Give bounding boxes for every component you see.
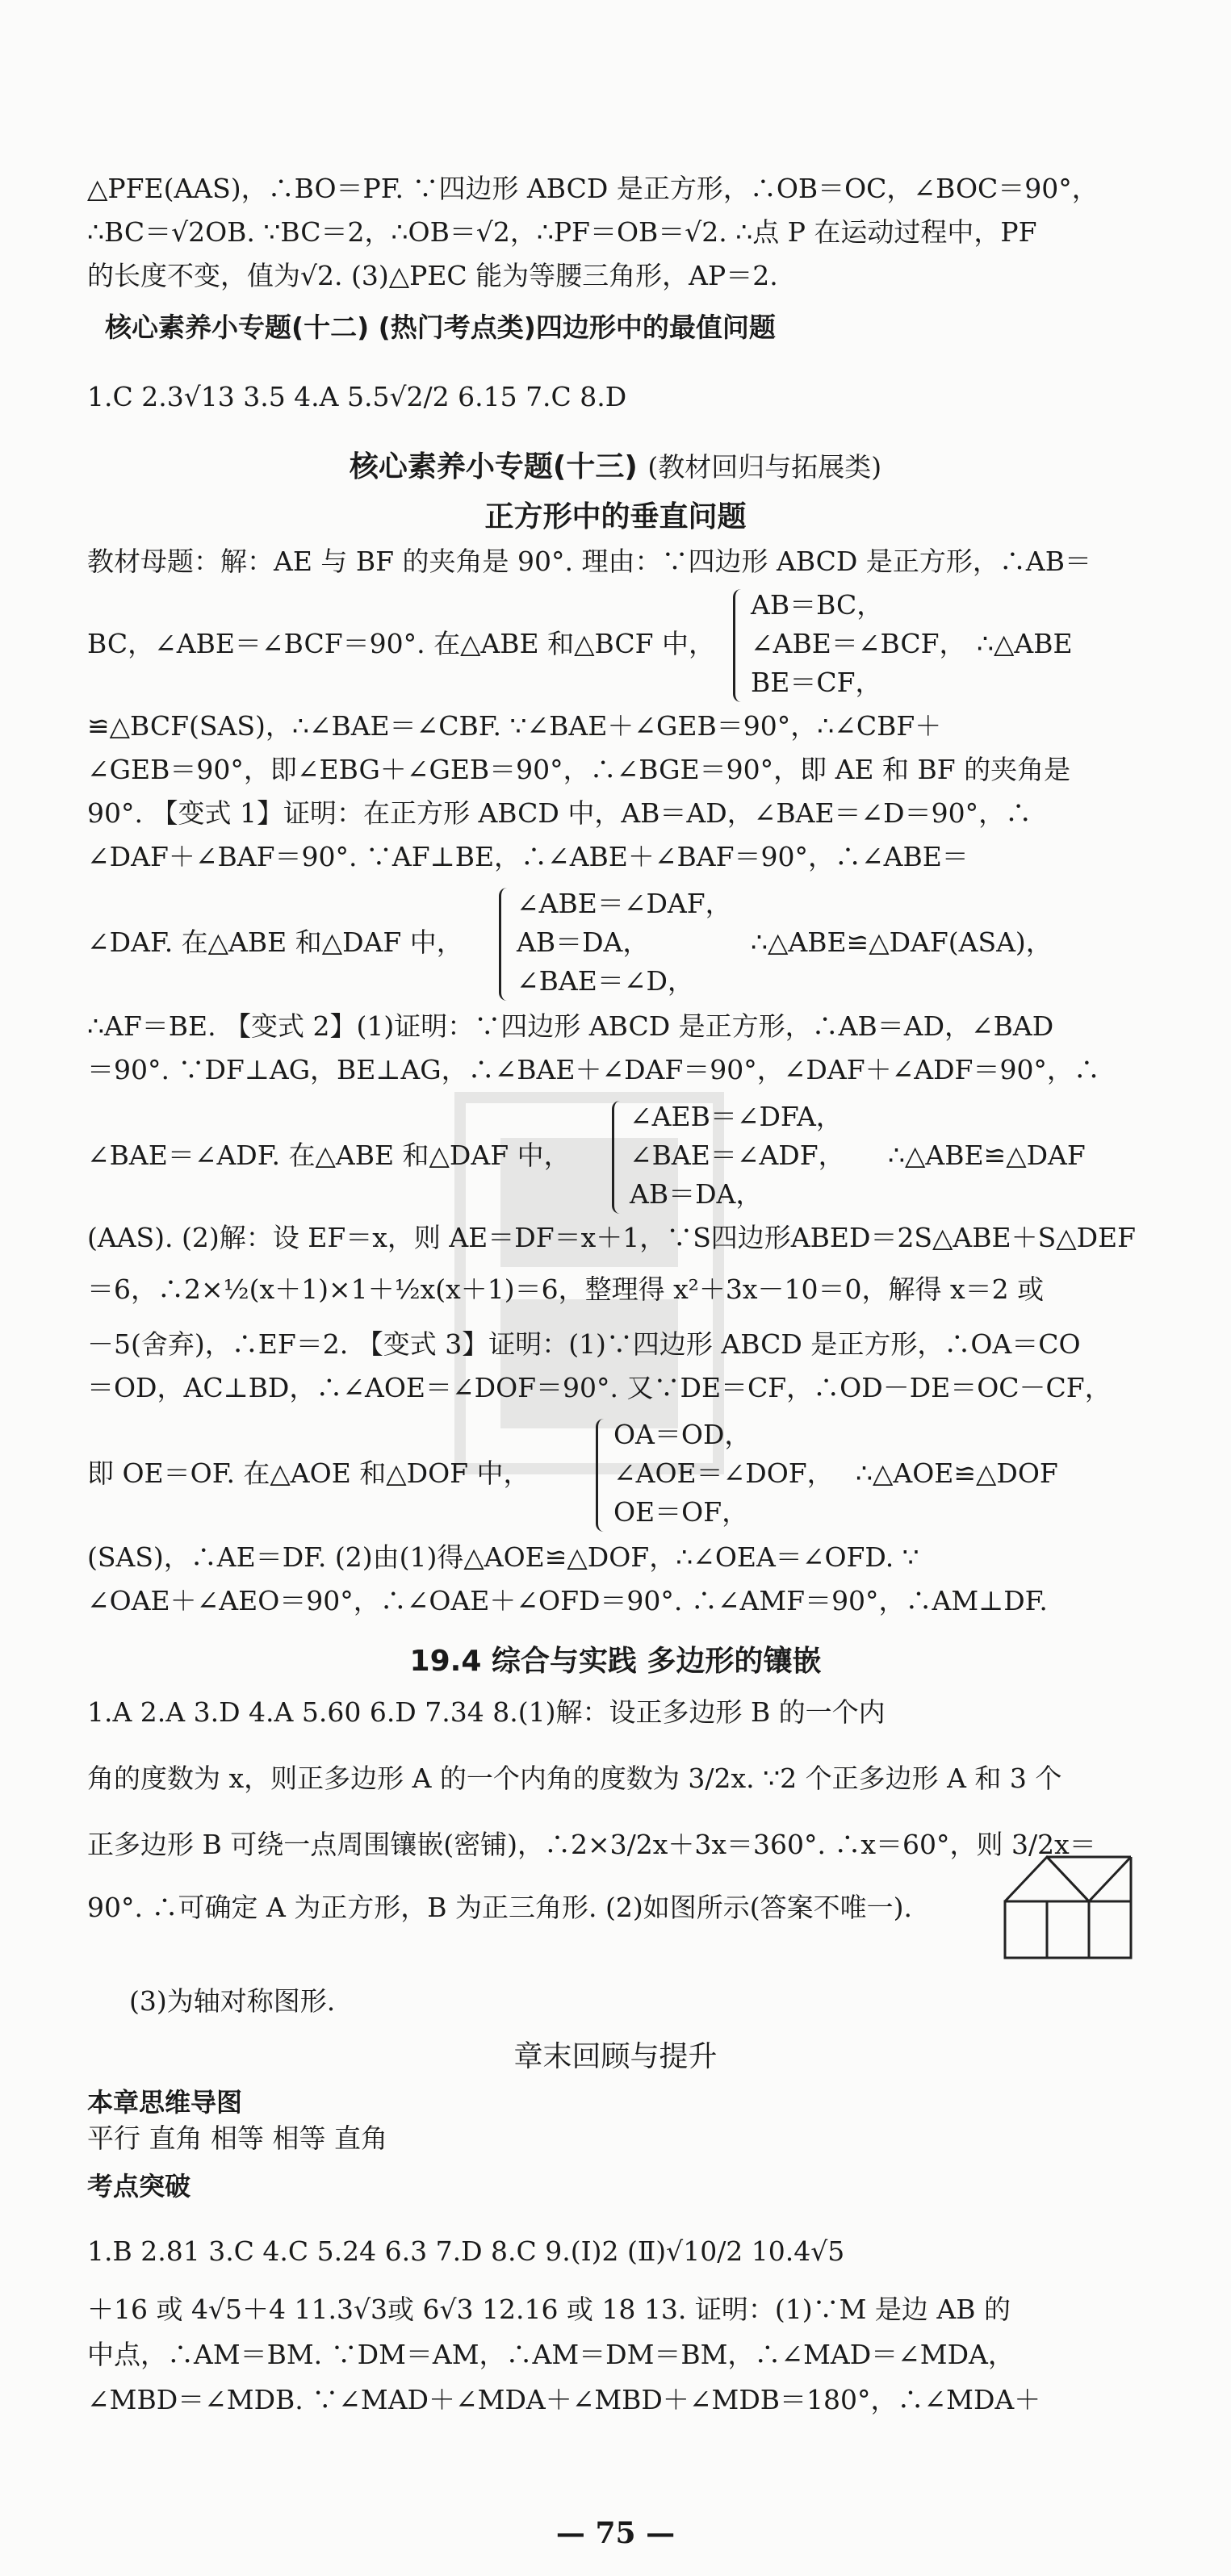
brace-system-2: [517, 884, 732, 1001]
text-line: 正多边形 B 可绕一点周围镶嵌(密铺)，∴2×3/2x＋3x＝360°. ∴x＝60°，则 3/2x＝: [87, 1829, 1096, 1860]
brace-line: AB＝DA，: [630, 1178, 763, 1210]
brace-line: ∠BAE＝∠ADF，: [630, 1140, 845, 1171]
brace-line: ∠ABE＝∠BCF，: [751, 628, 966, 659]
text-line: 中点，∴AM＝BM. ∵DM＝AM，∴AM＝DM＝BM，∴∠MAD＝∠MDA，: [87, 2339, 1015, 2370]
text-line: △PFE(AAS)，∴BO＝PF. ∵四边形 ABCD 是正方形，∴OB＝OC，∠BOC＝90°，: [87, 173, 1099, 204]
heading-13-note: (教材回归与拓展类): [647, 451, 882, 483]
text-line: 角的度数为 x，则正多边形 A 的一个内角的度数为 3/2x. ∵2 个正多边形 A 和 3 个: [87, 1763, 1062, 1794]
text-line: 1.A 2.A 3.D 4.A 5.60 6.D 7.34 8.(1)解：设正多边形 B 的一个内: [87, 1696, 886, 1728]
brace-line: ∠ABE＝∠DAF，: [517, 888, 732, 919]
chapter-review-heading: 章末回顾与提升: [513, 2040, 718, 2073]
text-line: ∴AF＝BE. 【变式 2】(1)证明：∵四边形 ABCD 是正方形，∴AB＝AD，∠BAD: [87, 1010, 1054, 1042]
text-line: (3)为轴对称图形.: [129, 1985, 336, 2017]
text-line: ∴△ABE: [977, 628, 1073, 659]
brace-system-4: [613, 1416, 834, 1532]
text-line: ∠DAF＋∠BAF＝90°. ∵AF⊥BE，∴∠ABE＋∠BAF＝90°，∴∠ABE＝: [87, 841, 969, 872]
section-heading-13: [0, 444, 1231, 485]
text-line: ∴△ABE≌△DAF: [888, 1140, 1086, 1171]
text-line: ＝OD，AC⊥BD，∴∠AOE＝∠DOF＝90°. 又∵DE＝CF，∴OD－DE＝OC－CF，: [87, 1372, 1112, 1403]
section-subheading-13: 正方形中的垂直问题: [484, 500, 747, 533]
text-line: －5(舍弃)，∴EF＝2. 【变式 3】证明：(1)∵四边形 ABCD 是正方形，∴OA＝CO: [87, 1328, 1081, 1360]
brace-system-1: [751, 586, 965, 702]
text-line: ＝6，∴2×½(x＋1)×1＋½x(x＋1)＝6，整理得 x²＋3x－10＝0，解得 x＝2 或: [87, 1273, 1045, 1305]
brace-line: OE＝OF，: [613, 1496, 749, 1528]
text-line: ∠DAF. 在△ABE 和△DAF 中，: [87, 926, 463, 958]
brace-line: OA＝OD，: [613, 1419, 752, 1450]
text-line: 90°. 【变式 1】证明：在正方形 ABCD 中，AB＝AD，∠BAE＝∠D＝90°，∴: [87, 797, 1032, 829]
text-line: ∴△ABE≌△DAF(ASA)，: [751, 926, 1053, 958]
text-line: ∴BC＝√2OB. ∵BC＝2，∴OB＝√2，∴PF＝OB＝√2. ∴点 P 在运动过程中，PF: [87, 216, 1037, 248]
brace-line: ∠BAE＝∠D，: [517, 965, 694, 997]
brace-line: AB＝BC，: [751, 589, 884, 621]
text-line: 教材母题：解：AE 与 BF 的夹角是 90°. 理由：∵四边形 ABCD 是正方形，∴AB＝: [87, 546, 1091, 577]
text-line: (SAS)，∴AE＝DF. (2)由(1)得△AOE≌△DOF，∴∠OEA＝∠OFD. ∵: [87, 1541, 919, 1573]
text-line: ∠BAE＝∠ADF. 在△ABE 和△DAF 中，: [87, 1140, 571, 1171]
brace-line: AB＝DA，: [517, 926, 650, 958]
section-heading-19-4: 19.4 综合与实践 多边形的镶嵌: [409, 1645, 822, 1678]
brace-line: BE＝CF，: [751, 667, 882, 698]
text-line: ≌△BCF(SAS)，∴∠BAE＝∠CBF. ∵∠BAE＋∠GEB＝90°，∴∠CBF＋: [87, 710, 942, 742]
section-heading-12: 核心素养小专题(十二) (热门考点类)四边形中的最值问题: [105, 312, 776, 343]
page-number: — 75 —: [555, 2516, 676, 2550]
mind-map-title: 本章思维导图: [87, 2087, 243, 2118]
text-line: 即 OE＝OF. 在△AOE 和△DOF 中，: [87, 1457, 530, 1489]
mind-map-answers: 平行 直角 相等 相等 直角: [87, 2122, 387, 2154]
text-line: (AAS). (2)解：设 EF＝x，则 AE＝DF＝x＋1，∵S四边形ABED＝2S△ABE＋S△DEF: [87, 1222, 1137, 1253]
brace-line: ∠AOE＝∠DOF，: [613, 1457, 834, 1489]
brace-system-3: [630, 1098, 845, 1214]
heading-13-title: 核心素养小专题(十三): [349, 450, 638, 483]
text-line: 的长度不变，值为√2. (3)△PEC 能为等腰三角形，AP＝2.: [87, 260, 778, 291]
text-line: ∴△AOE≌△DOF: [856, 1457, 1058, 1489]
text-line: ∠GEB＝90°，即∠EBG＋∠GEB＝90°，∴∠BGE＝90°，即 AE 和 BF 的夹角是: [87, 754, 1071, 785]
text-line: BC，∠ABE＝∠BCF＝90°. 在△ABE 和△BCF 中，: [87, 628, 715, 659]
text-line: ＋16 或 4√5＋4 11.3√3或 6√3 12.16 或 18 13. 证明：(1)∵M 是边 AB 的: [87, 2294, 1011, 2325]
text-line: ∠OAE＋∠AEO＝90°，∴∠OAE＋∠OFD＝90°. ∴∠AMF＝90°，∴AM⊥DF.: [87, 1585, 1048, 1616]
answers-12: 1.C 2.3√13 3.5 4.A 5.5√2/2 6.15 7.C 8.D: [87, 381, 627, 412]
tessellation-figure: [1001, 1853, 1138, 1963]
key-points-title: 考点突破: [87, 2171, 191, 2202]
text-line: 1.B 2.81 3.C 4.C 5.24 6.3 7.D 8.C 9.(Ⅰ)2 (Ⅱ)√10/2 10.4√5: [87, 2235, 845, 2267]
text-line: ＝90°. ∵DF⊥AG，BE⊥AG，∴∠BAE＋∠DAF＝90°，∠DAF＋∠ADF＝90°，∴: [87, 1054, 1100, 1085]
text-line: ∠MBD＝∠MDB. ∵∠MAD＋∠MDA＋∠MBD＋∠MDB＝180°，∴∠MDA＋: [87, 2384, 1041, 2415]
text-line: 90°. ∴可确定 A 为正方形，B 为正三角形. (2)如图所示(答案不唯一).: [87, 1892, 912, 1923]
brace-line: ∠AEB＝∠DFA，: [630, 1101, 843, 1132]
